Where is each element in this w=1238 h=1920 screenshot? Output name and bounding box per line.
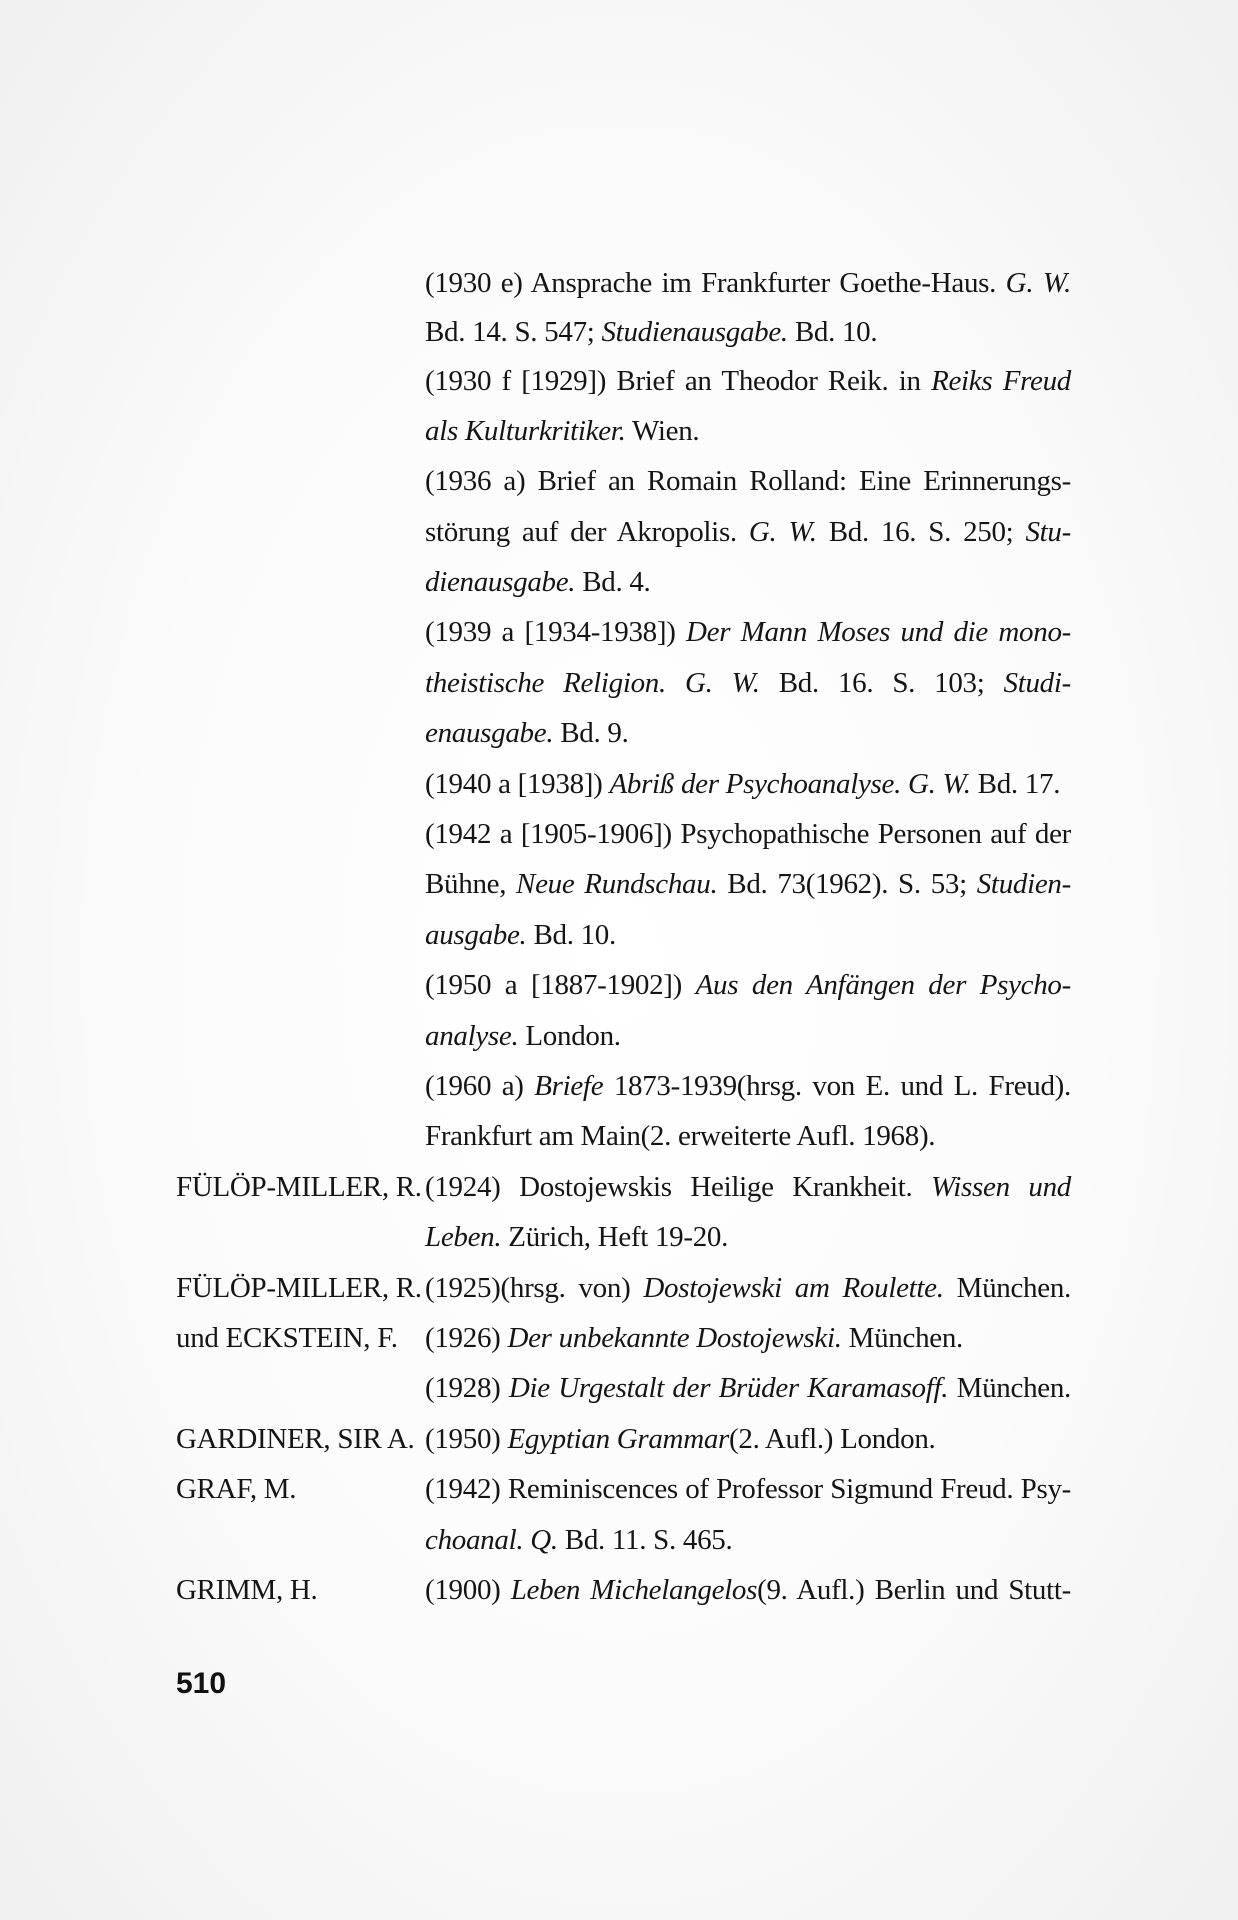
ref-1926-line-1: (1926) Der unbekannte Dostojewski. München. xyxy=(425,1322,964,1354)
page-number: 510 xyxy=(176,1667,227,1700)
ref-1936a-line-2: störung auf der Akropolis. G. W. Bd. 16. S. 250; Stu- xyxy=(425,516,1071,548)
ref-1924-line-2: Leben. Zürich, Heft 19-20. xyxy=(425,1221,729,1253)
ref-1939a-line-2: theistische Religion. G. W. Bd. 16. S. 103; Studi- xyxy=(425,667,1071,699)
ref-1960a-line-2: Frankfurt am Main(2. erweiterte Aufl. 1968). xyxy=(425,1120,936,1152)
ref-1930e-line-2: Bd. 14. S. 547; Studienausgabe. Bd. 10. xyxy=(425,316,878,348)
ref-1939a-line-3: enausgabe. Bd. 9. xyxy=(425,717,629,749)
ref-1936a-line-1: (1936 a) Brief an Romain Rolland: Eine Erinnerungs- xyxy=(425,465,1071,497)
ref-1960a-line-1: (1960 a) Briefe 1873-1939(hrsg. von E. und L. Freud). xyxy=(425,1070,1071,1102)
ref-1942a-line-2: Bühne, Neue Rundschau. Bd. 73(1962). S. 53; Studien- xyxy=(425,868,1071,900)
author-fuelop-miller: FÜLÖP-MILLER, R. xyxy=(176,1171,422,1203)
ref-1942a-line-1: (1942 a [1905-1906]) Psychopathische Personen auf der xyxy=(425,818,1071,850)
author-fuelop-miller-coauthor: FÜLÖP-MILLER, R. xyxy=(176,1272,422,1304)
ref-1950a-line-1: (1950 a [1887-1902]) Aus den Anfängen der Psycho- xyxy=(425,969,1071,1001)
author-grimm: GRIMM, H. xyxy=(176,1574,318,1606)
ref-1939a-line-1: (1939 a [1934-1938]) Der Mann Moses und die mono- xyxy=(425,616,1071,648)
author-eckstein: und ECKSTEIN, F. xyxy=(176,1322,398,1354)
ref-1900-line-1: (1900) Leben Michelangelos(9. Aufl.) Berlin und Stutt- xyxy=(425,1574,1072,1606)
ref-1930e-line-1: (1930 e) Ansprache im Frankfurter Goethe-Haus. G. W. xyxy=(425,267,1071,299)
ref-1924-line-1: (1924) Dostojewskis Heilige Krankheit. Wissen und xyxy=(425,1171,1071,1203)
ref-1928-line-1: (1928) Die Urgestalt der Brüder Karamasoff. München. xyxy=(425,1372,1071,1404)
ref-1925-line-1: (1925)(hrsg. von) Dostojewski am Roulette. München. xyxy=(425,1272,1071,1304)
author-gardiner: GARDINER, SIR A. xyxy=(176,1423,415,1455)
ref-1942-line-1: (1942) Reminiscences of Professor Sigmund Freud. Psy- xyxy=(425,1473,1071,1505)
ref-1936a-line-3: dienausgabe. Bd. 4. xyxy=(425,566,651,598)
ref-1940a-line-1: (1940 a [1938]) Abriß der Psychoanalyse. G. W. Bd. 17. xyxy=(425,768,1061,800)
ref-1930f-line-1: (1930 f [1929]) Brief an Theodor Reik. in Reiks Freud xyxy=(425,365,1071,397)
ref-1942a-line-3: ausgabe. Bd. 10. xyxy=(425,919,616,951)
ref-1950a-line-2: analyse. London. xyxy=(425,1020,621,1052)
ref-1950-line-1: (1950) Egyptian Grammar(2. Aufl.) London. xyxy=(425,1423,936,1455)
ref-1930f-line-2: als Kulturkritiker. Wien. xyxy=(425,415,700,447)
ref-1942-line-2: choanal. Q. Bd. 11. S. 465. xyxy=(425,1524,733,1556)
author-graf: GRAF, M. xyxy=(176,1473,297,1505)
